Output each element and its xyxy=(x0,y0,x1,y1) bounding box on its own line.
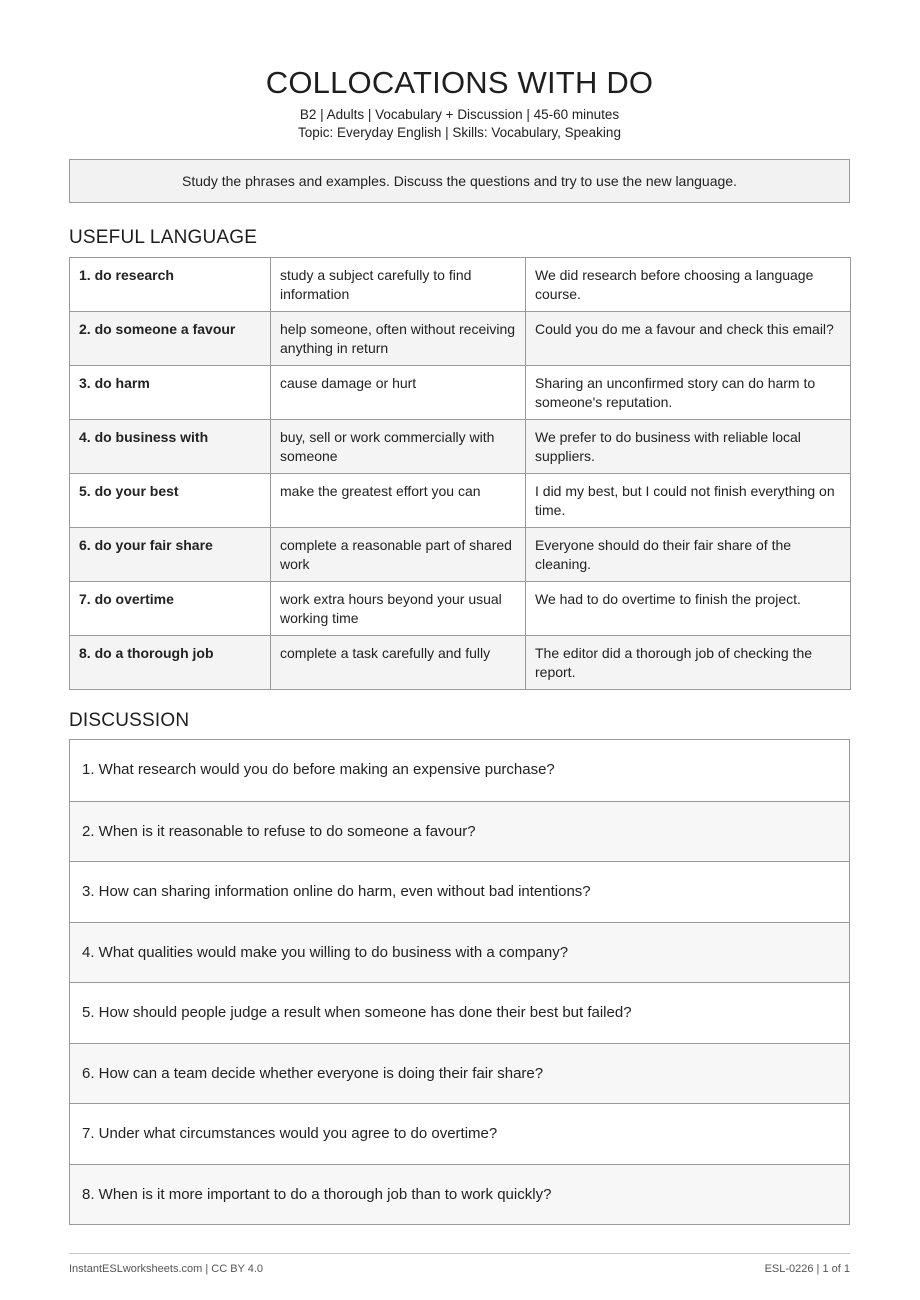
list-item: 4. What qualities would make you willing to do business with a company? xyxy=(70,922,849,983)
example-cell: We had to do overtime to finish the project. xyxy=(526,582,851,636)
list-item: 6. How can a team decide whether everyone is doing their fair share? xyxy=(70,1043,849,1104)
table-row xyxy=(70,582,851,636)
useful-language-heading: USEFUL LANGUAGE xyxy=(69,227,258,248)
list-item: 1. What research would you do before making an expensive purchase? xyxy=(82,761,555,778)
example-cell: We did research before choosing a language course. xyxy=(526,258,851,312)
example-cell: I did my best, but I could not finish everything on time. xyxy=(526,474,851,528)
instructions-box: Study the phrases and examples. Discuss the questions and try to use the new language. xyxy=(69,159,850,203)
table-row xyxy=(70,366,851,420)
example-cell: Could you do me a favour and check this email? xyxy=(526,312,851,366)
list-item: 8. When is it more important to do a thorough job than to work quickly? xyxy=(70,1164,849,1225)
term-cell: 3. do harm xyxy=(70,366,271,420)
definition-cell: cause damage or hurt xyxy=(271,366,526,420)
table-row xyxy=(70,258,851,312)
example-cell: The editor did a thorough job of checking the report. xyxy=(526,636,851,690)
table-row xyxy=(70,636,851,690)
example-cell: Sharing an unconfirmed story can do harm to someone's reputation. xyxy=(526,366,851,420)
term-cell: 8. do a thorough job xyxy=(70,636,271,690)
term-cell: 5. do your best xyxy=(70,474,271,528)
definition-cell: help someone, often without receiving anything in return xyxy=(271,312,526,366)
table-row xyxy=(70,312,851,366)
discussion-list xyxy=(69,739,850,1225)
table-row xyxy=(70,528,851,582)
table-row xyxy=(70,474,851,528)
list-item: 2. When is it reasonable to refuse to do someone a favour? xyxy=(70,801,849,862)
term-cell: 7. do overtime xyxy=(70,582,271,636)
page-footer xyxy=(69,1253,850,1275)
meta-level-line: B2 | Adults | Vocabulary + Discussion | 45-60 minutes xyxy=(299,107,620,122)
table-row xyxy=(70,420,851,474)
page-title: COLLOCATIONS WITH DO xyxy=(265,65,654,100)
term-cell: 2. do someone a favour xyxy=(70,312,271,366)
worksheet-page xyxy=(69,0,850,1225)
list-item: 5. How should people judge a result when someone has done their best but failed? xyxy=(70,982,849,1043)
definition-cell: work extra hours beyond your usual working time xyxy=(271,582,526,636)
worksheet-meta xyxy=(69,106,850,142)
useful-language-table xyxy=(69,257,851,690)
discussion-heading: DISCUSSION xyxy=(69,710,190,731)
example-cell: We prefer to do business with reliable local suppliers. xyxy=(526,420,851,474)
definition-cell: complete a reasonable part of shared work xyxy=(271,528,526,582)
term-cell: 1. do research xyxy=(70,258,271,312)
meta-topic-line: Topic: Everyday English | Skills: Vocabulary, Speaking xyxy=(298,125,621,140)
definition-cell: buy, sell or work commercially with someone xyxy=(271,420,526,474)
term-cell: 4. do business with xyxy=(70,420,271,474)
list-item: 7. Under what circumstances would you agree to do overtime? xyxy=(70,1103,849,1164)
term-cell: 6. do your fair share xyxy=(70,528,271,582)
definition-cell: study a subject carefully to find information xyxy=(271,258,526,312)
definition-cell: make the greatest effort you can xyxy=(271,474,526,528)
list-item: 3. How can sharing information online do harm, even without bad intentions? xyxy=(70,861,849,922)
footer-page-number: ESL-0226 | 1 of 1 xyxy=(764,1263,850,1275)
example-cell: Everyone should do their fair share of the cleaning. xyxy=(526,528,851,582)
definition-cell: complete a task carefully and fully xyxy=(271,636,526,690)
footer-source: InstantESLworksheets.com | CC BY 4.0 xyxy=(69,1263,264,1275)
